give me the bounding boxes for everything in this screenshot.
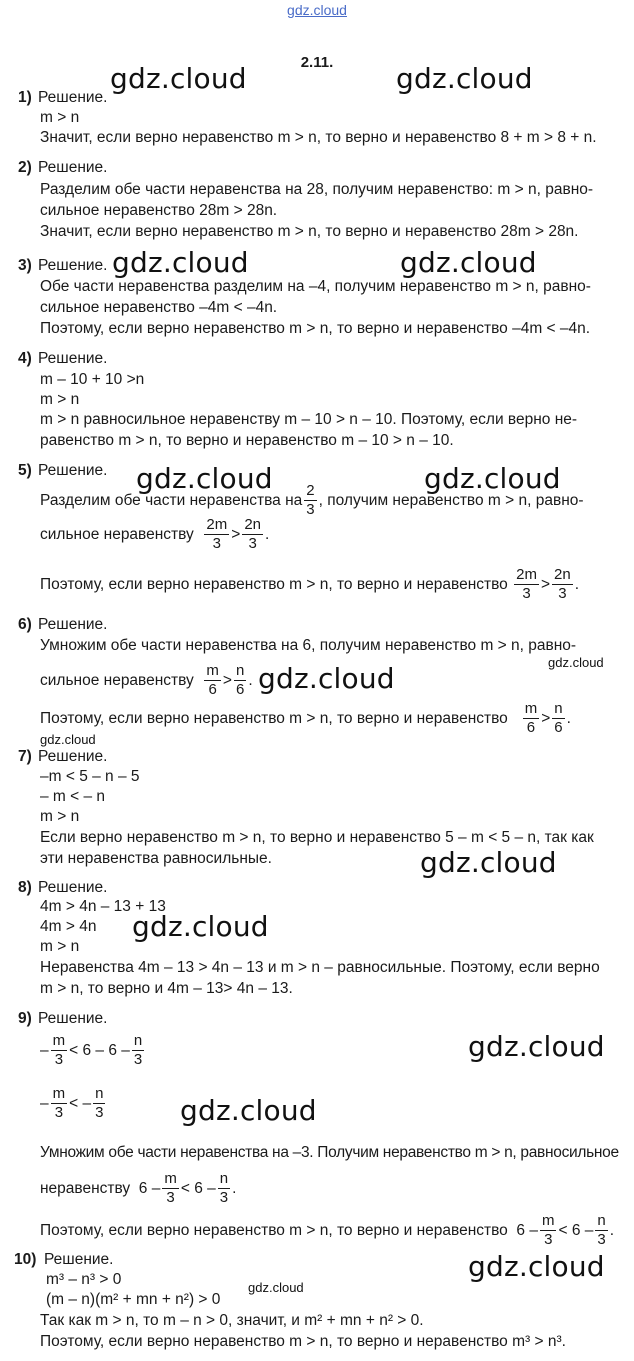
item-number: 4) bbox=[18, 350, 32, 367]
text-fragment: Поэтому, если верно неравенство m > n, то верно и неравенство bbox=[40, 1221, 508, 1239]
math-line: –m < 5 – n – 5 bbox=[40, 768, 140, 785]
problem-title: 2.11. bbox=[300, 54, 334, 71]
math-line: 4m > 4n bbox=[40, 918, 97, 935]
item-number: 9) bbox=[18, 1010, 32, 1027]
fraction: $\frac{n}{3}$ bbox=[133, 1032, 143, 1068]
text-line: сильное неравенство –4m < –4n. bbox=[40, 299, 278, 316]
math-line: m > n bbox=[40, 938, 80, 955]
fraction: $\frac{2n}{3}$ bbox=[554, 566, 571, 602]
fraction: $\frac{n}{6}$ bbox=[235, 662, 245, 698]
solution-label: Решение. bbox=[44, 1251, 114, 1268]
math-line: Поэтому, если верно неравенство m > n, то верно и неравенство 6 – $\frac{m}{3}$ < 6 – $\frac{n}{3}$ . bbox=[40, 1212, 615, 1248]
fraction: $\frac{m}{3}$ bbox=[52, 1085, 66, 1121]
watermark: gdz.cloud bbox=[468, 1250, 605, 1283]
solution-label: Решение. bbox=[38, 89, 108, 106]
text-line: Умножим обе части неравенства на –3. Получим неравенство m > n, равносильное bbox=[40, 1144, 619, 1161]
text-line: Умножим обе части неравенства на 6, получим неравенство m > n, равно- bbox=[40, 637, 577, 654]
text-fragment: сильное неравенству bbox=[40, 671, 194, 689]
solution-label: Решение. bbox=[38, 257, 108, 274]
watermark: gdz.cloud bbox=[132, 910, 269, 943]
fraction: $\frac{n}{6}$ bbox=[554, 700, 563, 736]
watermark-link-top[interactable]: gdz.cloud bbox=[287, 2, 347, 18]
text-line: Неравенства 4m – 13 > 4n – 13 и m > n – равносильные. Поэтому, если верно bbox=[40, 959, 600, 976]
text-line: m > n равносильное неравенству m – 10 > n – 10. Поэтому, если верно не- bbox=[40, 411, 578, 428]
math-line: неравенству 6 – $\frac{m}{3}$ < 6 – $\frac{n}{3}$ . bbox=[40, 1170, 237, 1206]
math-line: m > n bbox=[40, 808, 80, 825]
solution-label: Решение. bbox=[38, 350, 108, 367]
item-number: 7) bbox=[18, 748, 32, 765]
text-line: Поэтому, если верно неравенство m > n, то верно и неравенство –4m < –4n. bbox=[40, 320, 591, 337]
fraction: $\frac{2m}{3}$ bbox=[206, 516, 228, 552]
watermark: gdz.cloud bbox=[258, 662, 395, 695]
math-line: m > n bbox=[40, 109, 80, 126]
fraction: $\frac{n}{3}$ bbox=[219, 1170, 229, 1206]
item-number: 8) bbox=[18, 879, 32, 896]
math-line: – m < – n bbox=[40, 788, 106, 805]
fraction: $\frac{m}{3}$ bbox=[164, 1170, 177, 1206]
math-line: m³ – n³ > 0 bbox=[46, 1271, 122, 1288]
math-line: – $\frac{m}{3}$ < – $\frac{n}{3}$ bbox=[40, 1085, 104, 1121]
watermark-small: gdz.cloud bbox=[40, 732, 96, 747]
watermark: gdz.cloud bbox=[112, 246, 249, 279]
text-fragment: Разделим обе части неравенства на bbox=[40, 491, 303, 509]
text-line: равенство m > n, то верно и неравенство m – 10 > n – 10. bbox=[40, 432, 454, 449]
watermark: gdz.cloud bbox=[136, 462, 273, 495]
solution-label: Решение. bbox=[38, 159, 108, 176]
text-line: сильное неравенство 28m > 28n. bbox=[40, 202, 278, 219]
fraction: $\frac{m}{3}$ bbox=[52, 1032, 66, 1068]
text-line: Разделим обе части неравенства на 28, получим неравенство: m > n, равно- bbox=[40, 181, 594, 198]
math-line bbox=[40, 482, 584, 519]
math-line: Поэтому, если верно неравенство m > n, то верно и неравенство $\frac{2m}{3}$ > $\frac{2n}{3}$ . bbox=[40, 566, 580, 602]
math-line: (m – n)(m² + mn + n²) > 0 bbox=[46, 1291, 221, 1308]
watermark: gdz.cloud bbox=[396, 62, 533, 95]
text-fragment: , получим неравенство m > n, равно- bbox=[318, 491, 584, 509]
solution-label: Решение. bbox=[38, 616, 108, 633]
text-fragment: Поэтому, если верно неравенство m > n, то верно и неравенство bbox=[40, 575, 508, 593]
text-line: эти неравенства равносильные. bbox=[40, 850, 272, 867]
watermark: gdz.cloud bbox=[420, 846, 557, 879]
text-line: Обе части неравенства разделим на –4, получим неравенство m > n, равно- bbox=[40, 278, 591, 295]
text-line: Если верно неравенство m > n, то верно и неравенство 5 – m < 5 – n, так как bbox=[40, 829, 594, 846]
text-fragment: сильное неравенству bbox=[40, 525, 194, 543]
math-line: сильное неравенству $\frac{m}{6}$ > $\frac{n}{6}$ . bbox=[40, 662, 253, 698]
fraction: $\frac{m}{6}$ bbox=[206, 662, 219, 698]
item-number: 5) bbox=[18, 462, 32, 479]
fraction: $\frac{2n}{3}$ bbox=[244, 516, 262, 552]
item-number: 3) bbox=[18, 257, 32, 274]
text-line: Значит, если верно неравенство m > n, то верно и неравенство 28m > 28n. bbox=[40, 223, 579, 240]
fraction: $\frac{n}{3}$ bbox=[95, 1085, 104, 1121]
text-line: Значит, если верно неравенство m > n, то верно и неравенство 8 + m > 8 + n. bbox=[40, 129, 597, 146]
text-fragment: неравенству bbox=[40, 1179, 131, 1197]
watermark-small: gdz.cloud bbox=[248, 1280, 304, 1295]
math-line: 4m > 4n – 13 + 13 bbox=[40, 898, 166, 915]
math-line: m > n bbox=[40, 391, 80, 408]
solution-label: Решение. bbox=[38, 879, 108, 896]
fraction: $\frac{n}{3}$ bbox=[597, 1212, 606, 1248]
math-line: – $\frac{m}{3}$ < 6 – 6 – $\frac{n}{3}$ bbox=[40, 1032, 143, 1068]
watermark: gdz.cloud bbox=[180, 1094, 317, 1127]
math-line: Поэтому, если верно неравенство m > n, то верно и неравенство $\frac{m}{6}$ > $\frac{n}{6}$ . bbox=[40, 700, 571, 736]
text-line: Поэтому, если верно неравенство m > n, то верно и неравенство m³ > n³. bbox=[40, 1333, 566, 1350]
math-line: сильное неравенству $\frac{2m}{3}$ > $\frac{2n}{3}$ . bbox=[40, 516, 270, 552]
watermark: gdz.cloud bbox=[110, 62, 247, 95]
watermark: gdz.cloud bbox=[400, 246, 537, 279]
watermark: gdz.cloud bbox=[468, 1030, 605, 1063]
fraction: $\frac{m}{3}$ bbox=[541, 1212, 555, 1248]
watermark: gdz.cloud bbox=[424, 462, 561, 495]
fraction: $\frac{2m}{3}$ bbox=[516, 566, 537, 602]
solution-label: Решение. bbox=[38, 748, 108, 765]
item-number: 2) bbox=[18, 159, 32, 176]
watermark-small: gdz.cloud bbox=[548, 655, 604, 670]
fraction: $\frac{m}{6}$ bbox=[524, 700, 538, 736]
fraction: $\frac{2}{3}$ bbox=[306, 482, 315, 518]
math-line: m – 10 + 10 >n bbox=[40, 371, 145, 388]
item-number: 1) bbox=[18, 89, 32, 106]
item-number: 6) bbox=[18, 616, 32, 633]
text-line: Так как m > n, то m – n > 0, значит, и m² + mn + n² > 0. bbox=[40, 1312, 424, 1329]
solution-label: Решение. bbox=[38, 1010, 108, 1027]
text-line: m > n, то верно и 4m – 13> 4n – 13. bbox=[40, 980, 293, 997]
item-number: 10) bbox=[14, 1251, 37, 1268]
text-fragment: Поэтому, если верно неравенство m > n, то верно и неравенство bbox=[40, 709, 508, 727]
solution-label: Решение. bbox=[38, 462, 108, 479]
